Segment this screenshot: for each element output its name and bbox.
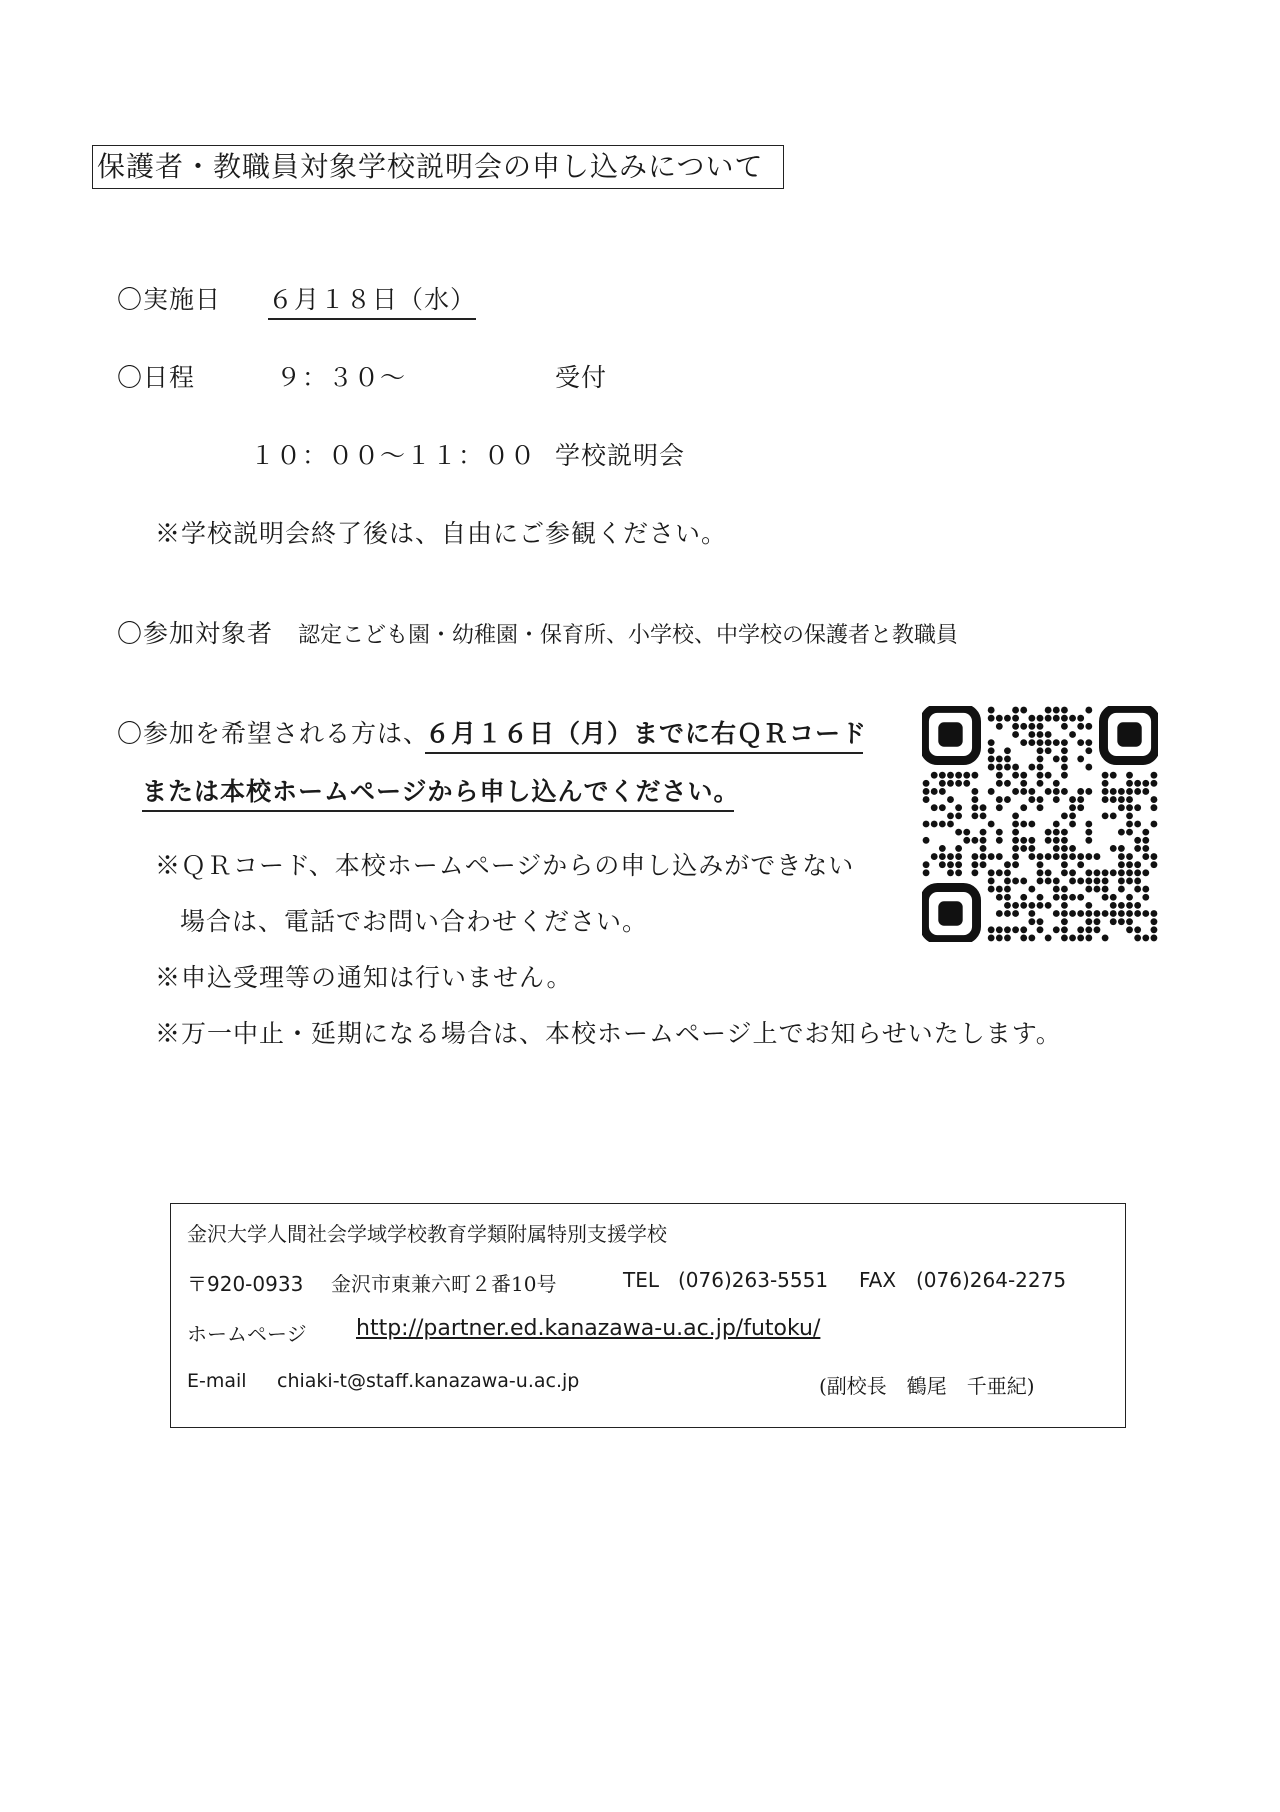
- fax-label: FAX: [859, 1268, 897, 1292]
- target-label: 〇参加対象者: [117, 619, 274, 648]
- homepage-label: ホームページ: [187, 1322, 307, 1346]
- apply-line2: または本校ホームページから申し込んでください。: [142, 772, 734, 812]
- homepage-link[interactable]: http://partner.ed.kanazawa-u.ac.jp/futoku/: [356, 1316, 821, 1341]
- schedule-item-1: 受付: [555, 363, 608, 392]
- apply-deadline: ６月１６日（月）までに右ＱＲコード: [425, 714, 863, 754]
- school-name: 金沢大学人間社会学域学校教育学類附属特別支援学校: [187, 1222, 667, 1246]
- target-value: 認定こども園・幼稚園・保育所、小学校、中学校の保護者と教職員: [298, 623, 959, 648]
- tel-label: TEL: [623, 1268, 659, 1292]
- postal-code: 〒920-0933: [187, 1272, 304, 1296]
- apply-note-2: 場合は、電話でお問い合わせください。: [180, 907, 649, 936]
- schedule-time-2: １０：００～１１：００: [250, 441, 537, 470]
- apply-note-4: ※万一中止・延期になる場合は、本校ホームページ上でお知らせいたします。: [155, 1019, 1062, 1048]
- contact-person: (副校長 鶴尾 千亜紀): [819, 1374, 1035, 1398]
- date-value: ６月１８日（水）: [268, 280, 476, 320]
- schedule-note: ※学校説明会終了後は、自由にご参観ください。: [155, 519, 728, 548]
- date-label: 〇実施日: [117, 285, 222, 314]
- address: 金沢市東兼六町２番10号: [331, 1272, 557, 1296]
- fax-number: (076)264-2275: [916, 1268, 1067, 1292]
- page-title: 保護者・教職員対象学校説明会の申し込みについて: [92, 145, 784, 189]
- qr-code-icon[interactable]: [922, 706, 1158, 942]
- schedule-time-1: ９：３０～: [276, 363, 407, 392]
- email-label: E-mail: [187, 1370, 247, 1392]
- schedule-item-2: 学校説明会: [555, 441, 686, 470]
- email-address[interactable]: chiaki-t@staff.kanazawa-u.ac.jp: [277, 1370, 580, 1392]
- apply-note-1: ※ＱＲコード、本校ホームページからの申し込みができない: [155, 851, 855, 880]
- tel-number: (076)263-5551: [678, 1268, 829, 1292]
- contact-box: [170, 1203, 1126, 1428]
- apply-lead: 〇参加を希望される方は、: [117, 719, 430, 748]
- schedule-label: 〇日程: [117, 363, 196, 392]
- apply-note-3: ※申込受理等の通知は行いません。: [155, 963, 573, 992]
